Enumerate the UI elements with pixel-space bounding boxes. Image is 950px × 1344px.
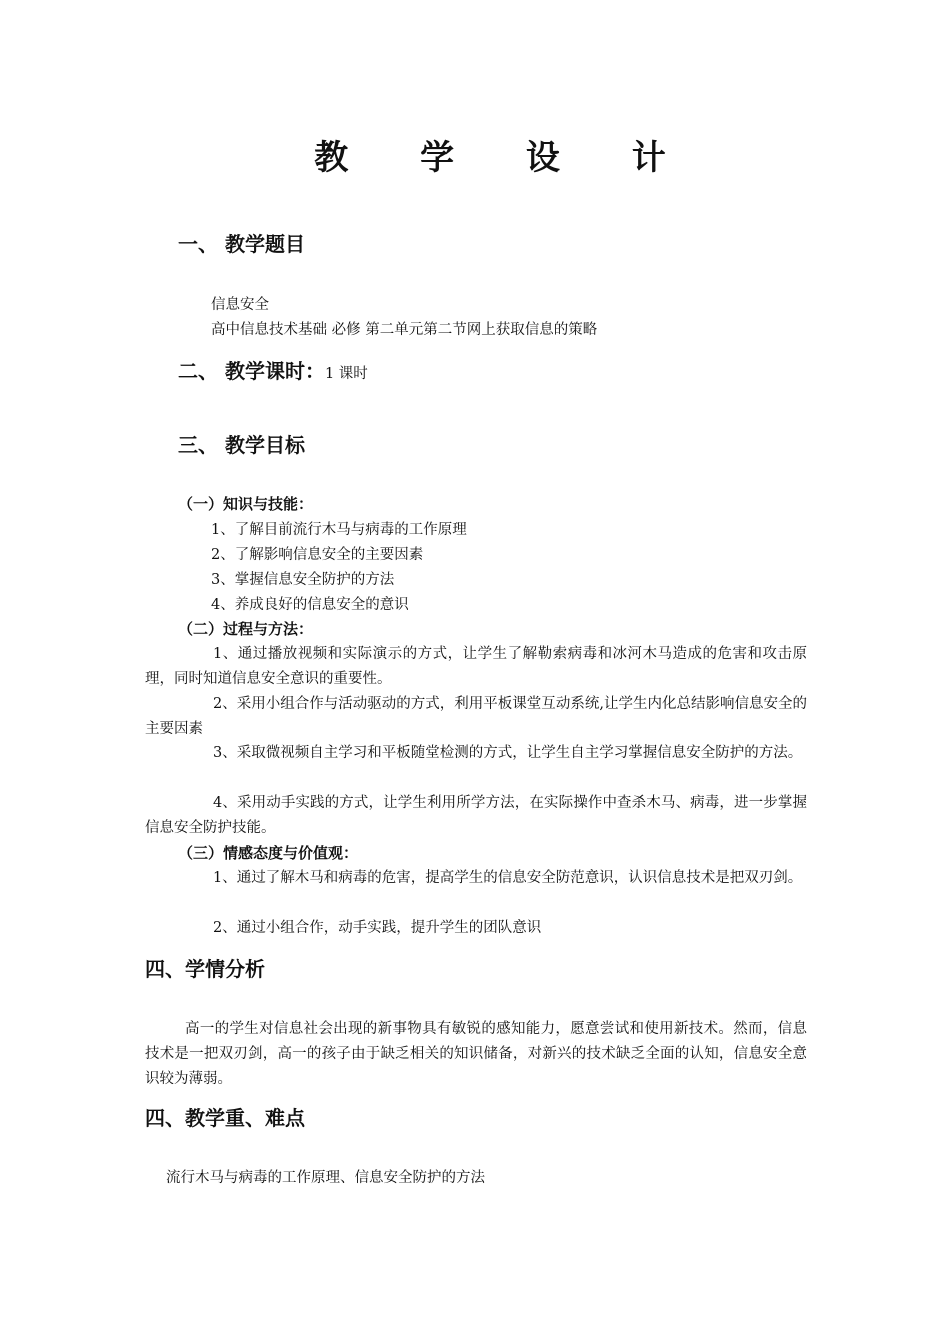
attitude-item: 1、通过了解木马和病毒的危害，提高学生的信息安全防范意识，认识信息技术是把双刃剑。 <box>213 870 803 886</box>
process-item: 2、采用小组合作与活动驱动的方式，利用平板课堂互动系统,让学生内化总结影响信息安全的主要因素 <box>145 696 807 737</box>
process-item: 3、采取微视频自主学习和平板随堂检测的方式，让学生自主学习掌握信息安全防护的方法。 <box>213 745 803 761</box>
section-heading-analysis: 四、学情分析 <box>145 957 265 981</box>
key-points-text: 流行木马与病毒的工作原理、信息安全防护的方法 <box>166 1170 485 1186</box>
hours-value: 1 课时 <box>324 366 368 382</box>
knowledge-item: 4、养成良好的信息安全的意识 <box>211 597 409 613</box>
document-title: 教 学 设 计 <box>314 138 696 178</box>
topic-line-2: 高中信息技术基础 必修 第二单元第二节网上获取信息的策略 <box>211 322 598 338</box>
section-heading-objectives: 三、 教学目标 <box>178 433 305 457</box>
subheading-knowledge: （一）知识与技能： <box>178 495 314 513</box>
topic-line-1: 信息安全 <box>211 297 269 313</box>
section-heading-hours <box>178 355 368 384</box>
knowledge-item: 2、了解影响信息安全的主要因素 <box>211 547 424 563</box>
knowledge-item: 3、掌握信息安全防护的方法 <box>211 572 395 588</box>
analysis-text: 高一的学生对信息社会出现的新事物具有敏锐的感知能力，愿意尝试和使用新技术。然而，信息技术是一把双刃剑，高一的孩子由于缺乏相关的知识储备，对新兴的技术缺乏全面的认知，信息安全意识较为薄弱。 <box>145 1021 807 1087</box>
subheading-attitude: （三）情感态度与价值观： <box>178 844 359 862</box>
attitude-item: 2、通过小组合作，动手实践，提升学生的团队意识 <box>213 920 542 936</box>
knowledge-item: 1、了解目前流行木马与病毒的工作原理 <box>211 522 467 538</box>
subheading-process: （二）过程与方法： <box>178 620 314 638</box>
section-heading-topic: 一、 教学题目 <box>178 232 305 256</box>
process-item: 4、采用动手实践的方式，让学生利用所学方法，在实际操作中查杀木马、病毒，进一步掌握信息安全防护技能。 <box>145 795 807 836</box>
hours-label: 二、 教学课时： <box>178 359 325 383</box>
process-item: 1、通过播放视频和实际演示的方式，让学生了解勒索病毒和冰河木马造成的危害和攻击原理，同时知道信息安全意识的重要性。 <box>145 646 807 687</box>
section-heading-key-points: 四、教学重、难点 <box>145 1106 305 1130</box>
